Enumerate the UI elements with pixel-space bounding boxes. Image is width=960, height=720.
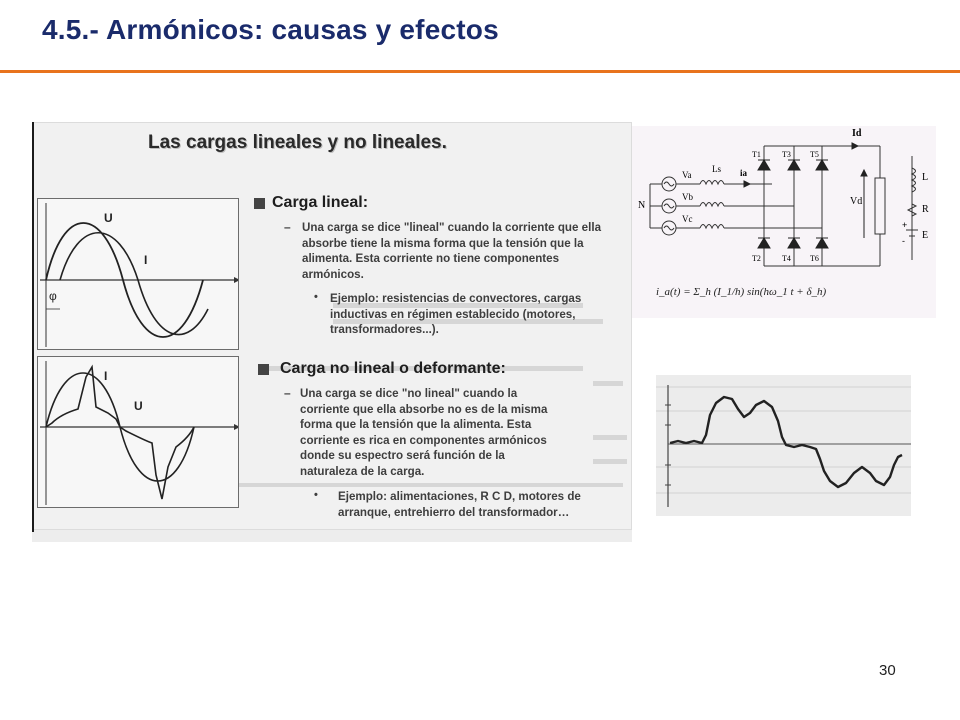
slide-title: 4.5.- Armónicos: causas y efectos <box>42 14 499 45</box>
scan-heading: Las cargas lineales y no lineales. <box>148 132 447 153</box>
thyristor-label-t3: T3 <box>782 150 791 159</box>
rectifier-circuit-diagram <box>632 126 936 318</box>
nonlinear-axis-arrow <box>234 424 238 430</box>
title-divider <box>0 70 960 73</box>
thyristor-label-t2: T2 <box>752 254 761 263</box>
phase-label-b: Vb <box>682 192 693 202</box>
linear-waveform-plot <box>38 199 238 349</box>
nonlinear-waveform-plot <box>38 357 238 507</box>
current-arrow-icon <box>744 181 750 187</box>
nonlinear-current-curve <box>46 367 194 499</box>
phase-label-c: Vc <box>682 214 693 224</box>
square-bullet-icon <box>254 198 265 209</box>
linear-description: Una carga se dice "lineal" cuando la corriente que ella absorbe tiene la misma forma que la tensión que la alimenta. Esta corriente no tiene componentes armónicos. <box>302 221 602 281</box>
linear-waveform-box <box>37 198 239 350</box>
nonlinear-waveform-box <box>37 356 239 508</box>
load-label-l: L <box>922 172 929 183</box>
thyristor-icon <box>788 238 800 248</box>
neutral-label: N <box>638 200 646 211</box>
dash-bullet-icon: – <box>284 220 291 234</box>
inductor-icon <box>912 168 916 192</box>
thyristor-icon <box>816 238 828 248</box>
thyristor-icon <box>758 238 770 248</box>
thyristor-label-t6: T6 <box>810 254 819 263</box>
nonlinear-example: Ejemplo: alimentaciones, R C D, motores de arranque, entrehierro del transformador… <box>338 490 581 519</box>
thyristor-icon <box>788 160 800 170</box>
scanned-figure <box>32 122 632 542</box>
polarity-plus: + <box>902 220 908 230</box>
nonlinear-current-label: I <box>104 369 108 383</box>
linear-current-curve <box>60 233 208 335</box>
linear-axis-arrow <box>234 277 238 283</box>
thyristor-label-t1: T1 <box>752 150 761 159</box>
nonlinear-description: Una carga se dice "no lineal" cuando la corriente que ella absorbe no es de la misma forma que la tensión que la alimenta. Esta corriente es rica en componentes armónicos donde su espectro será función de la naturaleza de la carga. <box>300 387 548 478</box>
thyristor-icon <box>758 160 770 170</box>
inductor-label: Ls <box>712 164 721 174</box>
linear-voltage-label: U <box>104 211 113 225</box>
distorted-current-waveform <box>656 375 911 516</box>
thyristor-label-t4: T4 <box>782 254 791 263</box>
scan-left-edge <box>32 122 34 532</box>
thyristor-icon <box>816 160 828 170</box>
thyristor-label-t5: T5 <box>810 150 819 159</box>
load-label-e: E <box>922 230 929 241</box>
voltage-arrow-icon <box>861 170 867 176</box>
dc-current-label: Id <box>852 128 862 139</box>
load-resistor-icon <box>875 178 885 234</box>
inductor-icon <box>700 225 724 229</box>
line-current-label: ia <box>740 168 748 178</box>
polarity-minus: - <box>902 236 905 246</box>
dash-bullet-icon: – <box>284 386 291 400</box>
linear-example: Ejemplo: resistencias de convectores, cargas inductivas en régimen establecido (motores, transformadores...). <box>330 292 582 337</box>
inductor-icon <box>700 203 724 207</box>
scope-trace-plot <box>656 375 911 516</box>
inductor-icon <box>700 181 724 185</box>
dot-bullet-icon: • <box>314 489 318 501</box>
page-number: 30 <box>879 662 896 679</box>
nonlinear-section-title: Carga no lineal o deformante: <box>280 360 506 377</box>
phase-label-a: Va <box>682 170 692 180</box>
current-arrow-icon <box>852 143 858 149</box>
square-bullet-icon <box>258 364 269 375</box>
dot-bullet-icon: • <box>314 291 318 303</box>
harmonic-formula: i_a(t) = Σ_h (I_1/h) sin(hω_1 t + δ_h) <box>656 286 827 298</box>
linear-current-label: I <box>144 253 148 267</box>
phase-label: φ <box>49 289 57 303</box>
dc-voltage-label: Vd <box>850 196 863 207</box>
linear-section-title: Carga lineal: <box>272 194 369 211</box>
nonlinear-voltage-label: U <box>134 399 143 413</box>
load-label-r: R <box>922 204 929 215</box>
